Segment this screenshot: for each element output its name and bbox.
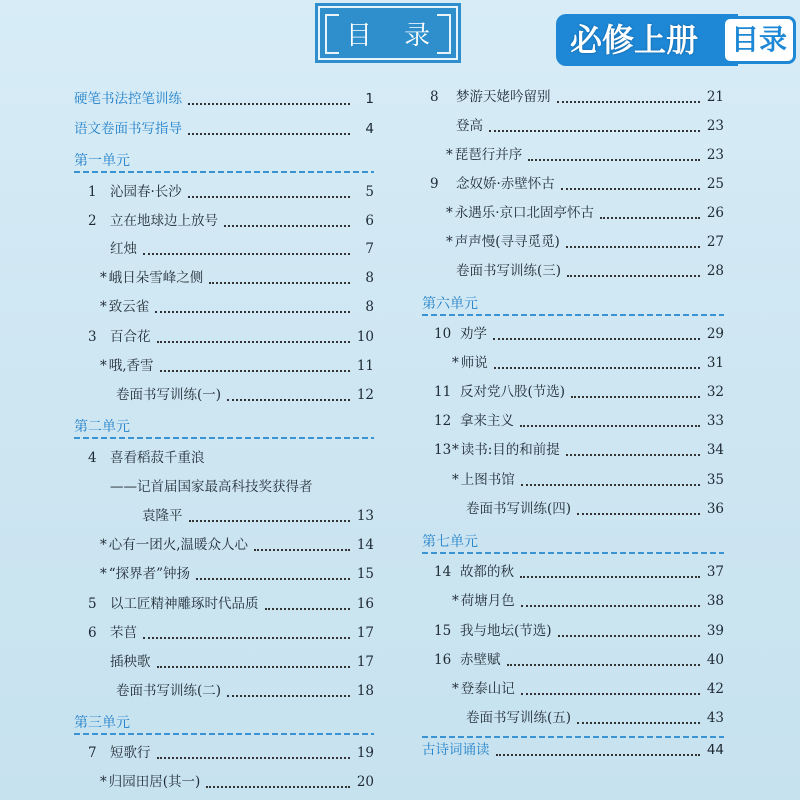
entry-number: 12 [434, 413, 452, 429]
optional-marker: * [100, 537, 107, 553]
optional-marker: * [100, 566, 107, 582]
dot-leader [521, 683, 700, 695]
entry-page: 36 [706, 501, 724, 517]
toc-entry[interactable] [88, 593, 374, 615]
dot-leader [496, 744, 701, 756]
entry-number: 15 [434, 623, 452, 639]
entry-page: 8 [365, 270, 374, 286]
toc-entry[interactable] [74, 118, 374, 140]
entry-number: 6 [88, 625, 97, 641]
entry-title: 登泰山记 [460, 681, 515, 697]
entry-subtitle: ——记首届国家最高科技奖获得者 [110, 479, 313, 495]
toc-entry[interactable] [466, 498, 724, 520]
dot-leader [254, 539, 350, 551]
entry-title: 芣苢 [110, 625, 137, 641]
entry-number: 8 [430, 89, 439, 105]
toc-entry[interactable] [100, 267, 374, 289]
dot-leader [155, 301, 350, 313]
entry-number: 1 [88, 184, 97, 200]
entry-page: 23 [706, 147, 724, 163]
entry-page: 29 [706, 326, 724, 342]
entry-title: 我与地坛(节选) [460, 623, 552, 639]
entry-title: 故都的秋 [460, 564, 514, 580]
entry-title: 师说 [460, 355, 488, 371]
unit-heading: 第六单元 [422, 296, 478, 312]
optional-marker: * [100, 774, 107, 790]
entry-title: 声声慢(寻寻觅觅) [454, 234, 560, 250]
optional-marker: * [446, 234, 453, 250]
volume-badge [556, 10, 800, 70]
optional-marker: * [452, 593, 459, 609]
dot-leader [557, 91, 701, 103]
unit-heading: 第二单元 [74, 419, 130, 435]
dot-leader [521, 595, 700, 607]
entry-title: 梦游天姥吟留别 [456, 89, 551, 105]
entry-page: 14 [356, 537, 374, 553]
entry-title: 沁园春·长沙 [110, 184, 182, 200]
entry-page: 37 [706, 564, 724, 580]
entry-number: 7 [88, 745, 97, 761]
entry-title: “探界者”钟扬 [108, 566, 191, 582]
unit-divider [422, 314, 724, 316]
entry-title: 百合花 [110, 329, 151, 345]
entry-page: 12 [356, 387, 374, 403]
optional-marker: * [446, 147, 453, 163]
optional-marker: * [452, 472, 459, 488]
toc-entry[interactable] [434, 323, 724, 345]
entry-page: 28 [706, 263, 724, 279]
toc-entry[interactable] [434, 410, 724, 432]
toc-entry[interactable] [100, 563, 374, 585]
entry-title: 卷面书写训练(五) [466, 710, 572, 726]
toc-entry[interactable] [430, 173, 724, 195]
entry-page: 33 [706, 413, 724, 429]
entry-page: 31 [706, 355, 724, 371]
entry-page: 5 [365, 184, 374, 200]
dot-leader [507, 654, 701, 666]
toc-entry-subtitle [110, 476, 374, 498]
toc-entry[interactable] [452, 590, 724, 612]
dot-leader [196, 568, 350, 580]
dot-leader [157, 331, 351, 343]
dot-leader [189, 510, 351, 522]
entry-number: 13 [434, 442, 452, 458]
toc-entry[interactable] [116, 680, 374, 702]
entry-title: 念奴娇·赤壁怀古 [456, 176, 555, 192]
unit-divider [74, 437, 374, 439]
entry-title: 归园田居(其一) [108, 774, 201, 790]
unit-heading: 第三单元 [74, 715, 130, 731]
title-border-right-ornament [437, 14, 451, 54]
toc-title-box [318, 6, 458, 60]
toc-entry[interactable] [88, 181, 374, 203]
dot-leader [561, 178, 700, 190]
entry-page: 21 [706, 89, 724, 105]
entry-page: 18 [356, 683, 374, 699]
toc-entry[interactable] [446, 144, 724, 166]
unit-divider [422, 736, 724, 738]
toc-entry[interactable] [456, 260, 724, 282]
dot-leader [566, 444, 700, 456]
entry-title: 立在地球边上放号 [110, 213, 218, 229]
entry-number: 14 [434, 564, 452, 580]
toc-entry[interactable] [116, 384, 374, 406]
optional-marker: * [452, 442, 459, 458]
entry-title: 哦,香雪 [108, 358, 154, 374]
entry-page: 13 [356, 508, 374, 524]
entry-page: 16 [356, 596, 374, 612]
entry-page: 11 [356, 358, 374, 374]
toc-entry[interactable] [434, 381, 724, 403]
entry-page: 20 [356, 774, 374, 790]
entry-page: 40 [706, 652, 724, 668]
toc-entry[interactable] [456, 115, 724, 137]
entry-title: 劝学 [460, 326, 487, 342]
toc-entry[interactable] [100, 355, 374, 377]
dot-leader [143, 627, 350, 639]
entry-title: 卷面书写训练(三) [456, 263, 562, 279]
entry-page: 32 [706, 384, 724, 400]
toc-entry[interactable] [88, 210, 374, 232]
entry-page: 44 [706, 742, 724, 758]
toc-title: 目 录 [345, 20, 443, 51]
entry-page: 35 [706, 472, 724, 488]
entry-title: 卷面书写训练(一) [116, 387, 222, 403]
toc-entry[interactable] [88, 326, 374, 348]
dot-leader [520, 415, 700, 427]
entry-title: 语文卷面书写指导 [74, 121, 182, 137]
toc-entry[interactable] [88, 622, 374, 644]
toc-entry[interactable] [110, 238, 374, 260]
entry-title: 拿来主义 [460, 413, 514, 429]
entry-page: 23 [706, 118, 724, 134]
entry-page: 15 [356, 566, 374, 582]
entry-page: 38 [706, 593, 724, 609]
entry-page: 19 [356, 745, 374, 761]
entry-page: 7 [365, 241, 374, 257]
entry-number: 9 [430, 176, 439, 192]
optional-marker: * [100, 270, 107, 286]
entry-page: 6 [365, 213, 374, 229]
toc-entry[interactable] [446, 231, 724, 253]
toc-entry[interactable] [100, 771, 374, 793]
entry-title: 赤壁赋 [460, 652, 501, 668]
toc-entry[interactable] [452, 469, 724, 491]
optional-marker: * [100, 358, 107, 374]
dot-leader [227, 389, 350, 401]
entry-number: 16 [434, 652, 452, 668]
entry-page: 17 [356, 625, 374, 641]
entry-title: 读书:目的和前提 [460, 442, 560, 458]
entry-title: 致云雀 [108, 299, 150, 315]
toc-entry[interactable] [100, 534, 374, 556]
toc-entry[interactable] [446, 202, 724, 224]
entry-number: 3 [88, 329, 97, 345]
toc-entry[interactable] [422, 739, 724, 761]
dot-leader [567, 265, 700, 277]
dot-leader [558, 625, 700, 637]
dot-leader [188, 186, 350, 198]
dot-leader [209, 272, 350, 284]
entry-page: 8 [365, 299, 374, 315]
dot-leader [577, 503, 700, 515]
dot-leader [227, 685, 350, 697]
dot-leader [224, 215, 350, 227]
dot-leader [577, 712, 700, 724]
toc-entry[interactable] [452, 678, 724, 700]
unit-divider [422, 552, 724, 554]
entry-page: 25 [706, 176, 724, 192]
unit-divider [74, 171, 374, 173]
optional-marker: * [452, 355, 459, 371]
entry-page: 39 [706, 623, 724, 639]
entry-title: 卷面书写训练(四) [466, 501, 572, 517]
entry-number: 2 [88, 213, 97, 229]
dot-leader [188, 93, 350, 105]
title-border-left-ornament [325, 14, 339, 54]
entry-number: 4 [88, 450, 97, 466]
optional-marker: * [452, 681, 459, 697]
unit-heading: 第一单元 [74, 153, 130, 169]
entry-title: 喜看稻菽千重浪 [110, 450, 205, 466]
toc-entry[interactable] [100, 296, 374, 318]
entry-page: 27 [706, 234, 724, 250]
dot-leader [493, 328, 700, 340]
toc-entry[interactable] [110, 651, 374, 673]
toc-entry[interactable] [142, 505, 374, 527]
entry-title: 短歌行 [110, 745, 151, 761]
dot-leader [520, 566, 700, 578]
toc-entry[interactable] [434, 649, 724, 671]
unit-divider [74, 733, 374, 735]
volume-badge-tag: 目录 [722, 16, 796, 64]
toc-entry[interactable] [452, 352, 724, 374]
dot-leader [566, 236, 700, 248]
toc-entry[interactable] [88, 447, 374, 469]
toc-entry[interactable] [88, 742, 374, 764]
dot-leader [600, 207, 700, 219]
entry-title: 心有一团火,温暖众人心 [108, 537, 249, 553]
toc-entry[interactable] [434, 561, 724, 583]
entry-title: 硬笔书法控笔训练 [74, 91, 182, 107]
volume-badge-label: 必修上册 [556, 14, 738, 66]
entry-number: 11 [434, 384, 452, 400]
dot-leader [157, 656, 351, 668]
entry-page: 10 [356, 329, 374, 345]
entry-title: 袁隆平 [142, 508, 183, 524]
entry-page: 34 [706, 442, 724, 458]
toc-entry[interactable] [430, 86, 724, 108]
entry-title: 永遇乐·京口北固亭怀古 [454, 205, 595, 221]
entry-page: 17 [356, 654, 374, 670]
entry-number: 10 [434, 326, 452, 342]
entry-page: 26 [706, 205, 724, 221]
dot-leader [571, 386, 700, 398]
dot-leader [143, 243, 350, 255]
entry-title: 古诗词诵读 [422, 742, 490, 758]
entry-number: 5 [88, 596, 97, 612]
unit-heading: 第七单元 [422, 534, 478, 550]
entry-title: 以工匠精神雕琢时代品质 [110, 596, 259, 612]
entry-title: 插秧歌 [110, 654, 151, 670]
toc-entry[interactable] [466, 707, 724, 729]
toc-entry[interactable] [434, 439, 724, 461]
toc-entry[interactable] [74, 88, 374, 110]
entry-title: 上图书馆 [460, 472, 515, 488]
entry-page: 43 [706, 710, 724, 726]
dot-leader [265, 598, 351, 610]
optional-marker: * [100, 299, 107, 315]
entry-page: 42 [706, 681, 724, 697]
entry-page: 4 [365, 121, 374, 137]
dot-leader [188, 123, 350, 135]
entry-title: 反对党八股(节选) [460, 384, 566, 400]
entry-title: 琵琶行并序 [454, 147, 523, 163]
dot-leader [521, 474, 700, 486]
dot-leader [157, 747, 351, 759]
dot-leader [489, 120, 700, 132]
entry-title: 登高 [456, 118, 483, 134]
entry-title: 峨日朵雪峰之侧 [108, 270, 204, 286]
entry-title: 卷面书写训练(二) [116, 683, 222, 699]
entry-title: 荷塘月色 [460, 593, 515, 609]
toc-entry[interactable] [434, 620, 724, 642]
dot-leader [528, 149, 700, 161]
dot-leader [494, 357, 700, 369]
dot-leader [206, 776, 350, 788]
entry-title: 红烛 [110, 241, 137, 257]
optional-marker: * [446, 205, 453, 221]
dot-leader [160, 360, 350, 372]
entry-page: 1 [365, 91, 374, 107]
